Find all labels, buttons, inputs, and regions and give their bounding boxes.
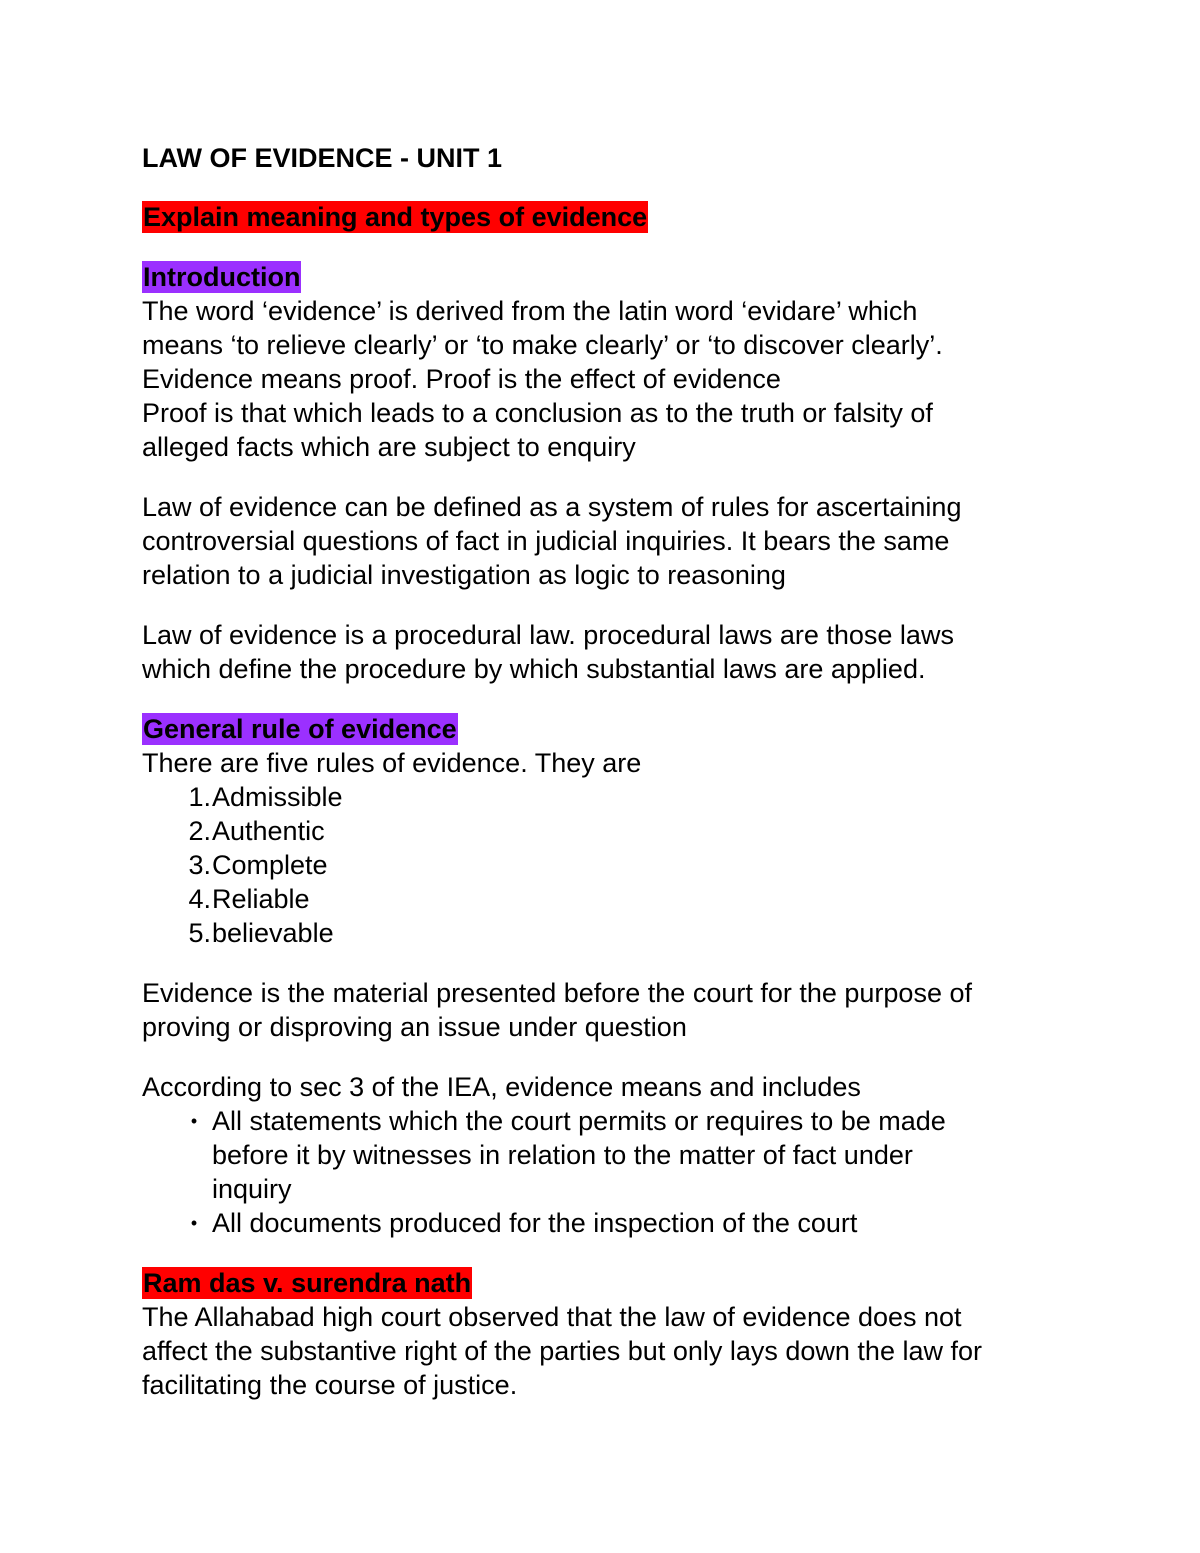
text-line: affect the substantive right of the parties but only lays down the law for: [142, 1336, 982, 1366]
text-line: The Allahabad high court observed that the law of evidence does not: [142, 1302, 962, 1332]
case-heading-line: [142, 1266, 1102, 1300]
list-text: [212, 1206, 1102, 1240]
question-heading-line: [142, 200, 1102, 234]
text-line: means ‘to relieve clearly’ or ‘to make clearly’ or ‘to discover clearly’.: [142, 330, 943, 360]
list-item: [142, 1206, 1102, 1240]
general-paragraph: [142, 976, 1102, 1044]
list-number: 2.: [188, 816, 211, 846]
text-line: proving or disproving an issue under question: [142, 1012, 687, 1042]
spacer: [142, 1044, 1102, 1070]
text-line: before it by witnesses in relation to the matter of fact under: [212, 1140, 913, 1170]
spacer: [142, 464, 1102, 490]
document-title: LAW OF EVIDENCE - UNIT 1: [142, 143, 503, 173]
list-number: 5.: [188, 918, 211, 948]
spacer: [142, 686, 1102, 712]
list-item: [142, 882, 1102, 916]
text-line: All statements which the court permits or requires to be made: [212, 1106, 946, 1136]
general-heading: General rule of evidence: [143, 714, 457, 744]
list-text: Authentic: [212, 816, 325, 846]
intro-heading: Introduction: [143, 262, 301, 292]
intro-paragraph-1: [142, 294, 1102, 464]
text-line: All documents produced for the inspection of the court: [212, 1208, 858, 1238]
intro-heading-line: [142, 260, 1102, 294]
text-line: Evidence means proof. Proof is the effect of evidence: [142, 364, 781, 394]
sec3-bullet-list: [142, 1104, 1102, 1240]
list-text: Admissible: [212, 782, 343, 812]
list-text: Complete: [212, 850, 328, 880]
question-heading: Explain meaning and types of evidence: [143, 202, 648, 232]
list-item: [142, 848, 1102, 882]
text-line: Law of evidence can be defined as a system of rules for ascertaining: [142, 492, 962, 522]
list-item: [142, 780, 1102, 814]
list-number: 3.: [188, 850, 211, 880]
intro-paragraph-3: [142, 618, 1102, 686]
general-heading-line: [142, 712, 1102, 746]
text-line: inquiry: [212, 1174, 292, 1204]
spacer: [142, 1240, 1102, 1266]
intro-paragraph-2: [142, 490, 1102, 592]
bullet-dot-icon: •: [190, 1213, 198, 1233]
sec3-lead: According to sec 3 of the IEA, evidence means and includes: [142, 1072, 861, 1102]
document-page: [142, 138, 1102, 1402]
list-item: [142, 814, 1102, 848]
text-line: Proof is that which leads to a conclusion as to the truth or falsity of: [142, 398, 933, 428]
list-number: 4.: [188, 884, 211, 914]
text-line: alleged facts which are subject to enquiry: [142, 432, 636, 462]
general-lead: There are five rules of evidence. They are: [142, 748, 642, 778]
list-item: [142, 916, 1102, 950]
spacer: [142, 234, 1102, 260]
list-text: [212, 1104, 1102, 1206]
spacer: [142, 950, 1102, 976]
case-heading: Ram das v. surendra nath: [143, 1268, 472, 1298]
list-text: Reliable: [212, 884, 310, 914]
text-line: relation to a judicial investigation as logic to reasoning: [142, 560, 786, 590]
rules-list: [142, 780, 1102, 950]
case-paragraph: [142, 1300, 1102, 1402]
list-item: [142, 1104, 1102, 1206]
list-text: believable: [212, 918, 334, 948]
text-line: Law of evidence is a procedural law. procedural laws are those laws: [142, 620, 954, 650]
text-line: Evidence is the material presented before the court for the purpose of: [142, 978, 972, 1008]
text-line: which define the procedure by which substantial laws are applied.: [142, 654, 926, 684]
bullet-dot-icon: •: [190, 1111, 198, 1131]
text-line: controversial questions of fact in judicial inquiries. It bears the same: [142, 526, 950, 556]
text-line: The word ‘evidence’ is derived from the latin word ‘evidare’ which: [142, 296, 918, 326]
list-number: 1.: [188, 782, 211, 812]
text-line: facilitating the course of justice.: [142, 1370, 518, 1400]
spacer: [142, 592, 1102, 618]
